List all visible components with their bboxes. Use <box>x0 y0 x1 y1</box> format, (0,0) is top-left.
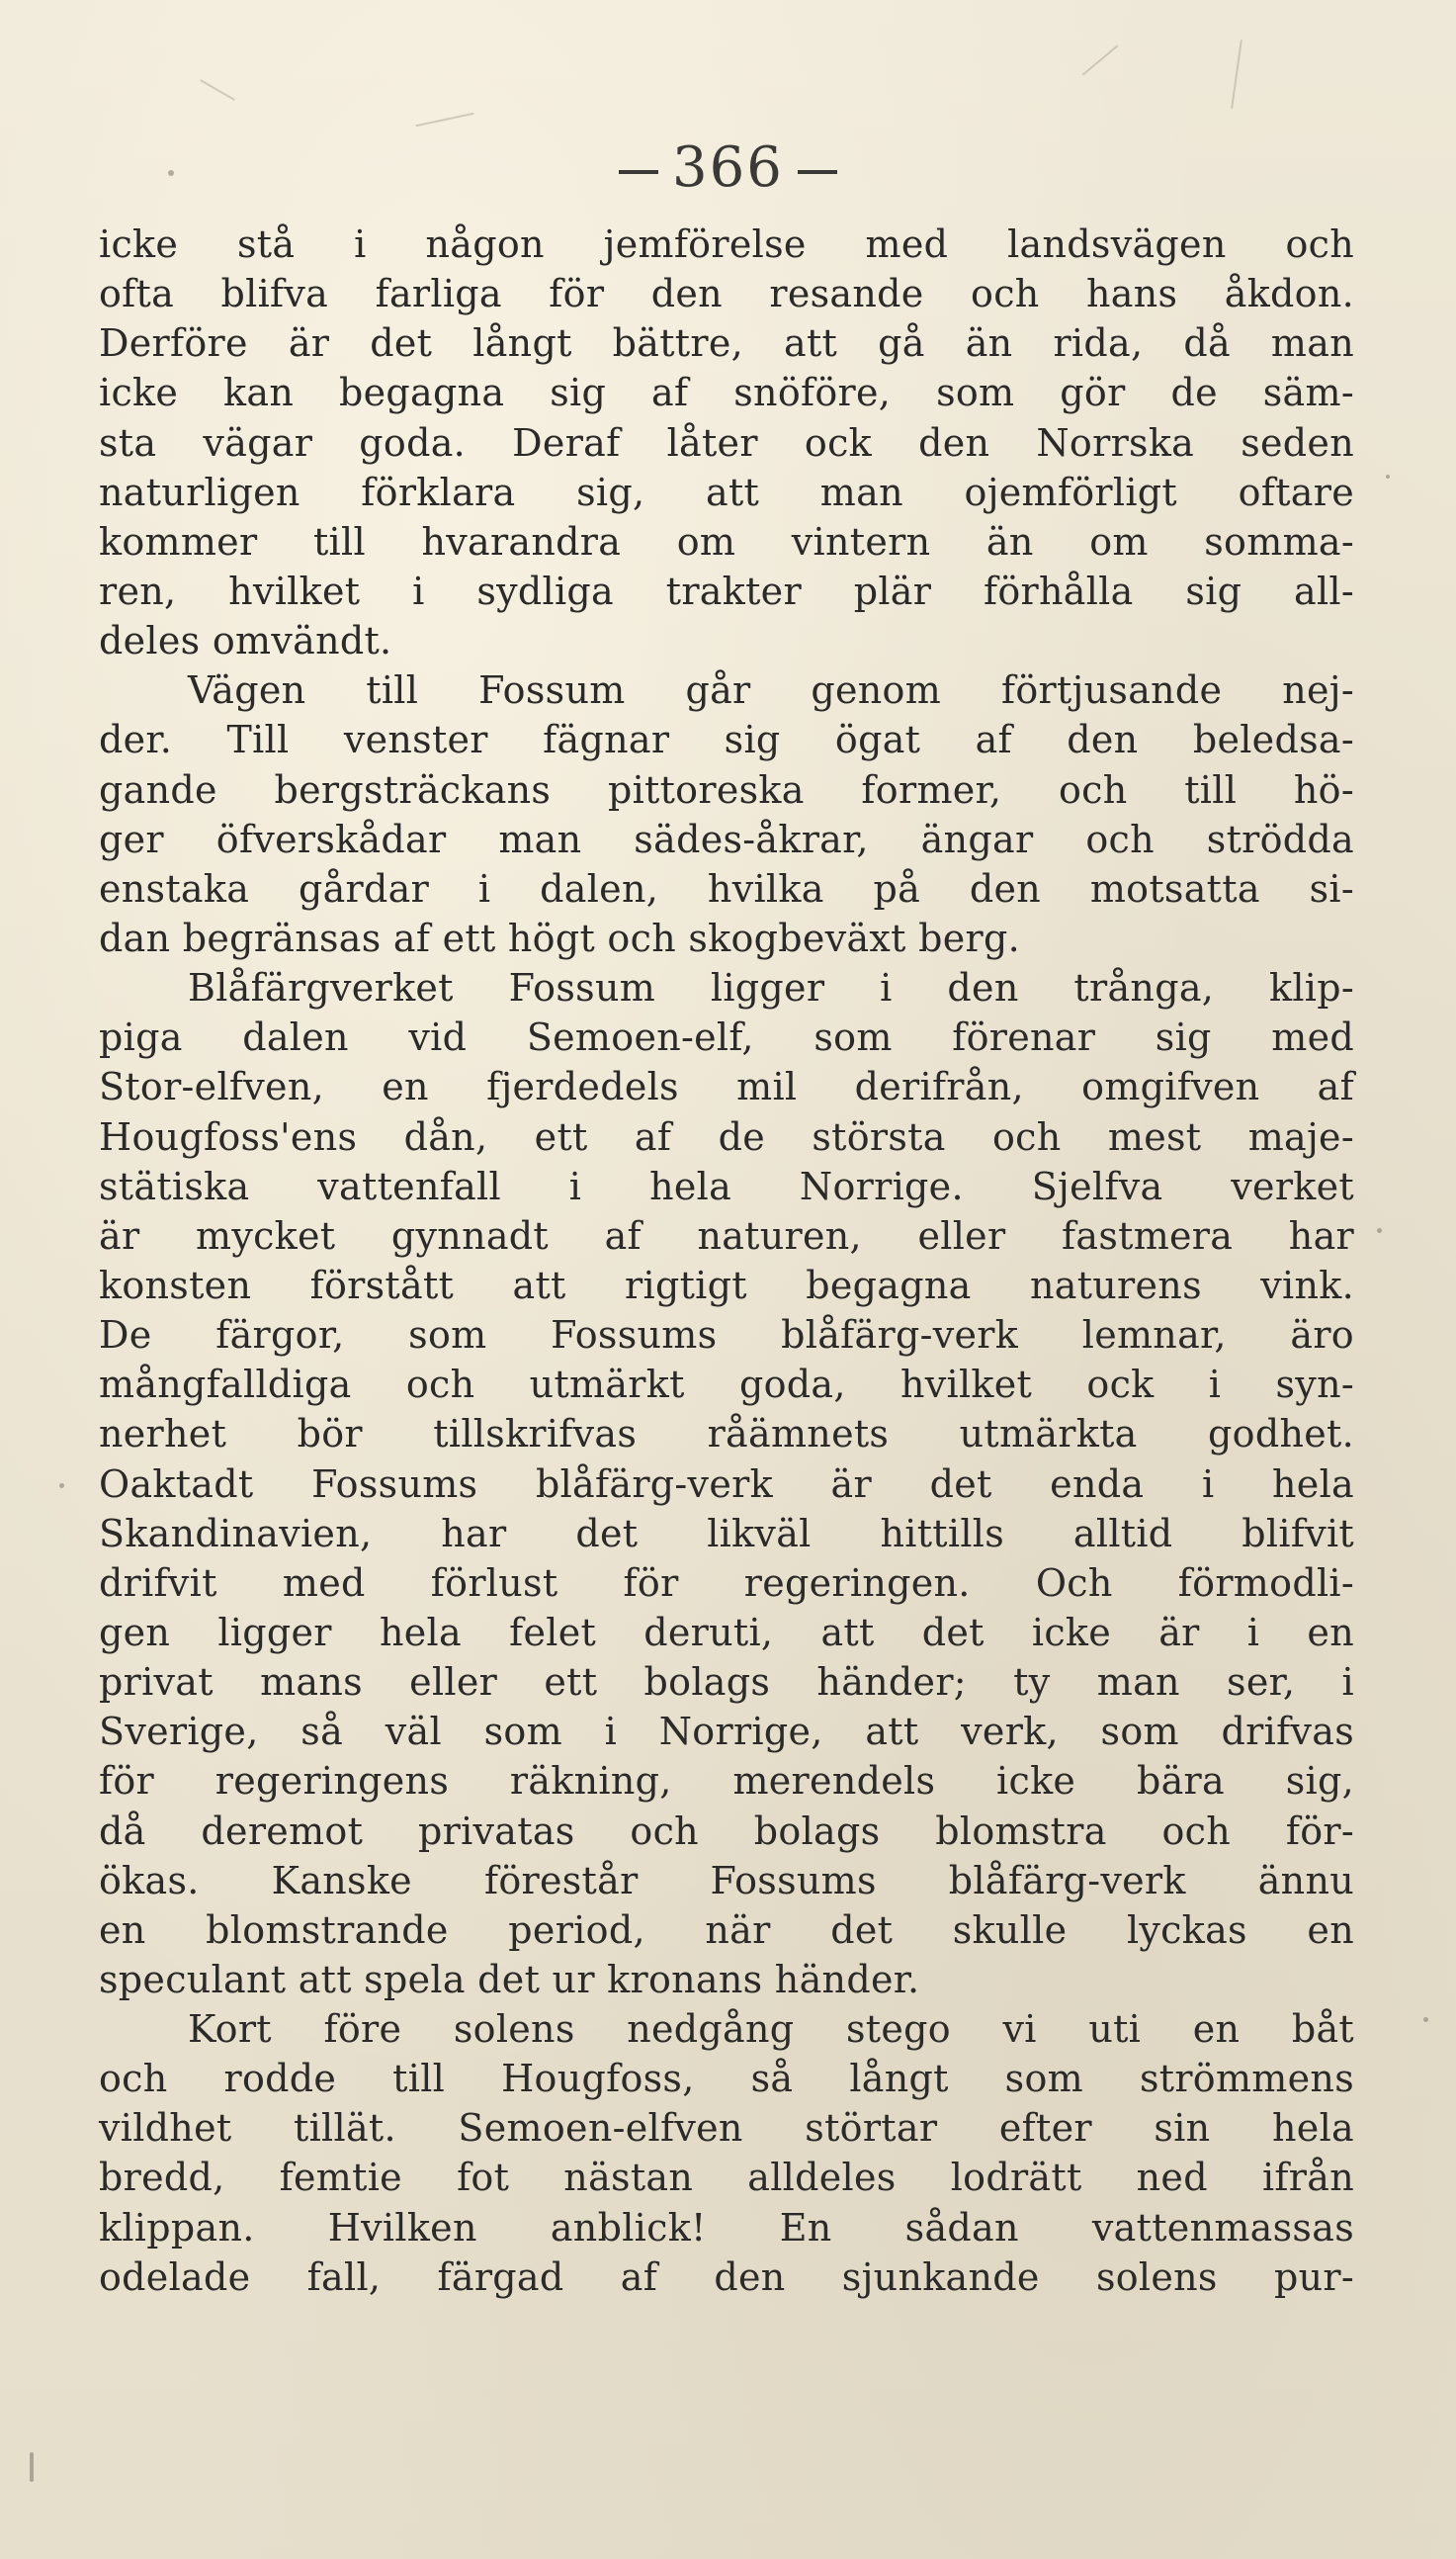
text-line: stätiska vattenfall i hela Norrige. Sjelfva verket <box>99 1164 1354 1208</box>
body-text <box>99 220 1354 2302</box>
paragraph-start-line: Blåfärgverket Fossum ligger i den trånga, klip- <box>188 966 1354 1011</box>
paper-speck <box>1386 475 1390 479</box>
paper-speck <box>1377 1228 1382 1233</box>
text-line: ökas. Kanske förestår Fossums blåfärg-verk ännu <box>99 1858 1354 1902</box>
text-line: nerhet bör tillskrifvas råämnets utmärkta godhet. <box>99 1412 1354 1456</box>
text-line: piga dalen vid Semoen-elf, som förenar sig med <box>99 1015 1354 1060</box>
text-line: Derföre är det långt bättre, att gå än rida, då man <box>99 321 1354 366</box>
text-line: sta vägar goda. Deraf låter ock den Norrska seden <box>99 420 1354 465</box>
text-line: och rodde till Hougfoss, så långt som strömmens <box>99 2057 1354 2101</box>
paragraph-end-line: dan begränsas af ett högt och skogbeväxt berg. <box>99 916 1020 960</box>
text-line: mångfalldiga och utmärkt goda, hvilket ock i syn- <box>99 1363 1354 1407</box>
paper-scratch <box>1231 40 1242 109</box>
text-line: enstaka gårdar i dalen, hvilka på den motsatta si- <box>99 866 1354 911</box>
paragraph-end-line: speculant att spela det ur kronans händer. <box>99 1957 920 2001</box>
text-line: då deremot privatas och bolags blomstra och för- <box>99 1809 1354 1853</box>
text-line: kommer till hvarandra om vintern än om somma- <box>99 519 1354 564</box>
text-line: Hougfoss'ens dån, ett af de största och mest maje- <box>99 1114 1354 1159</box>
paragraph-start-line: Vägen till Fossum går genom förtjusande nej- <box>188 668 1354 713</box>
text-line: för regeringens räkning, merendels icke bära sig, <box>99 1759 1354 1804</box>
page-number-text: 366 <box>672 135 784 200</box>
text-line: en blomstrande period, när det skulle lyckas en <box>99 1907 1354 1952</box>
paragraph-end-line: deles omvändt. <box>99 619 392 663</box>
text-line: drifvit med förlust för regeringen. Och förmodli- <box>99 1560 1354 1605</box>
paper-speck <box>168 170 174 176</box>
text-line: Stor-elfven, en fjerdedels mil derifrån, omgifven af <box>99 1065 1354 1109</box>
text-line: är mycket gynnadt af naturen, eller fastmera har <box>99 1213 1354 1258</box>
page-number-dash-right <box>798 170 837 174</box>
text-line: gen ligger hela felet deruti, att det icke är i en <box>99 1610 1354 1654</box>
paper-scratch <box>415 113 473 127</box>
text-line: konsten förstått att rigtigt begagna naturens vink. <box>99 1263 1354 1307</box>
text-line: gande bergsträckans pittoreska former, och till hö- <box>99 767 1354 812</box>
text-line: ren, hvilket i sydliga trakter plär förhålla sig all- <box>99 569 1354 613</box>
text-line: der. Till venster fägnar sig ögat af den beledsa- <box>99 718 1354 762</box>
text-line: ofta blifva farliga för den resande och hans åkdon. <box>99 272 1354 316</box>
text-line: privat mans eller ett bolags händer; ty man ser, i <box>99 1660 1354 1705</box>
text-line: icke stå i någon jemförelse med landsvägen och <box>99 222 1354 266</box>
page-number <box>0 135 1456 200</box>
paragraph-start-line: Kort före solens nedgång stego vi uti en båt <box>188 2007 1354 2052</box>
page-number-dash-left <box>619 170 658 174</box>
text-line: Sverige, så väl som i Norrige, att verk, som drifvas <box>99 1710 1354 1754</box>
text-line: De färgor, som Fossums blåfärg-verk lemnar, äro <box>99 1313 1354 1358</box>
text-line: icke kan begagna sig af snöföre, som gör de säm- <box>99 371 1354 415</box>
text-line: Skandinavien, har det likväl hittills alltid blifvit <box>99 1511 1354 1555</box>
paper-speck <box>1423 2017 1428 2022</box>
text-line: klippan. Hvilken anblick! En sådan vattenmassas <box>99 2205 1354 2250</box>
text-line: Oaktadt Fossums blåfärg-verk är det enda i hela <box>99 1461 1354 1506</box>
paper-speck <box>30 2452 34 2482</box>
text-line: naturligen förklara sig, att man ojemförligt oftare <box>99 470 1354 514</box>
text-line: odelade fall, färgad af den sjunkande solens pur- <box>99 2254 1354 2299</box>
paper-speck <box>59 1483 64 1488</box>
text-line: ger öfverskådar man sädes-åkrar, ängar och strödda <box>99 817 1354 861</box>
paper-scratch <box>1082 44 1119 75</box>
text-line: bredd, femtie fot nästan alldeles lodrätt ned ifrån <box>99 2156 1354 2200</box>
text-line: vildhet tillät. Semoen-elfven störtar efter sin hela <box>99 2106 1354 2151</box>
paper-scratch <box>200 79 235 101</box>
